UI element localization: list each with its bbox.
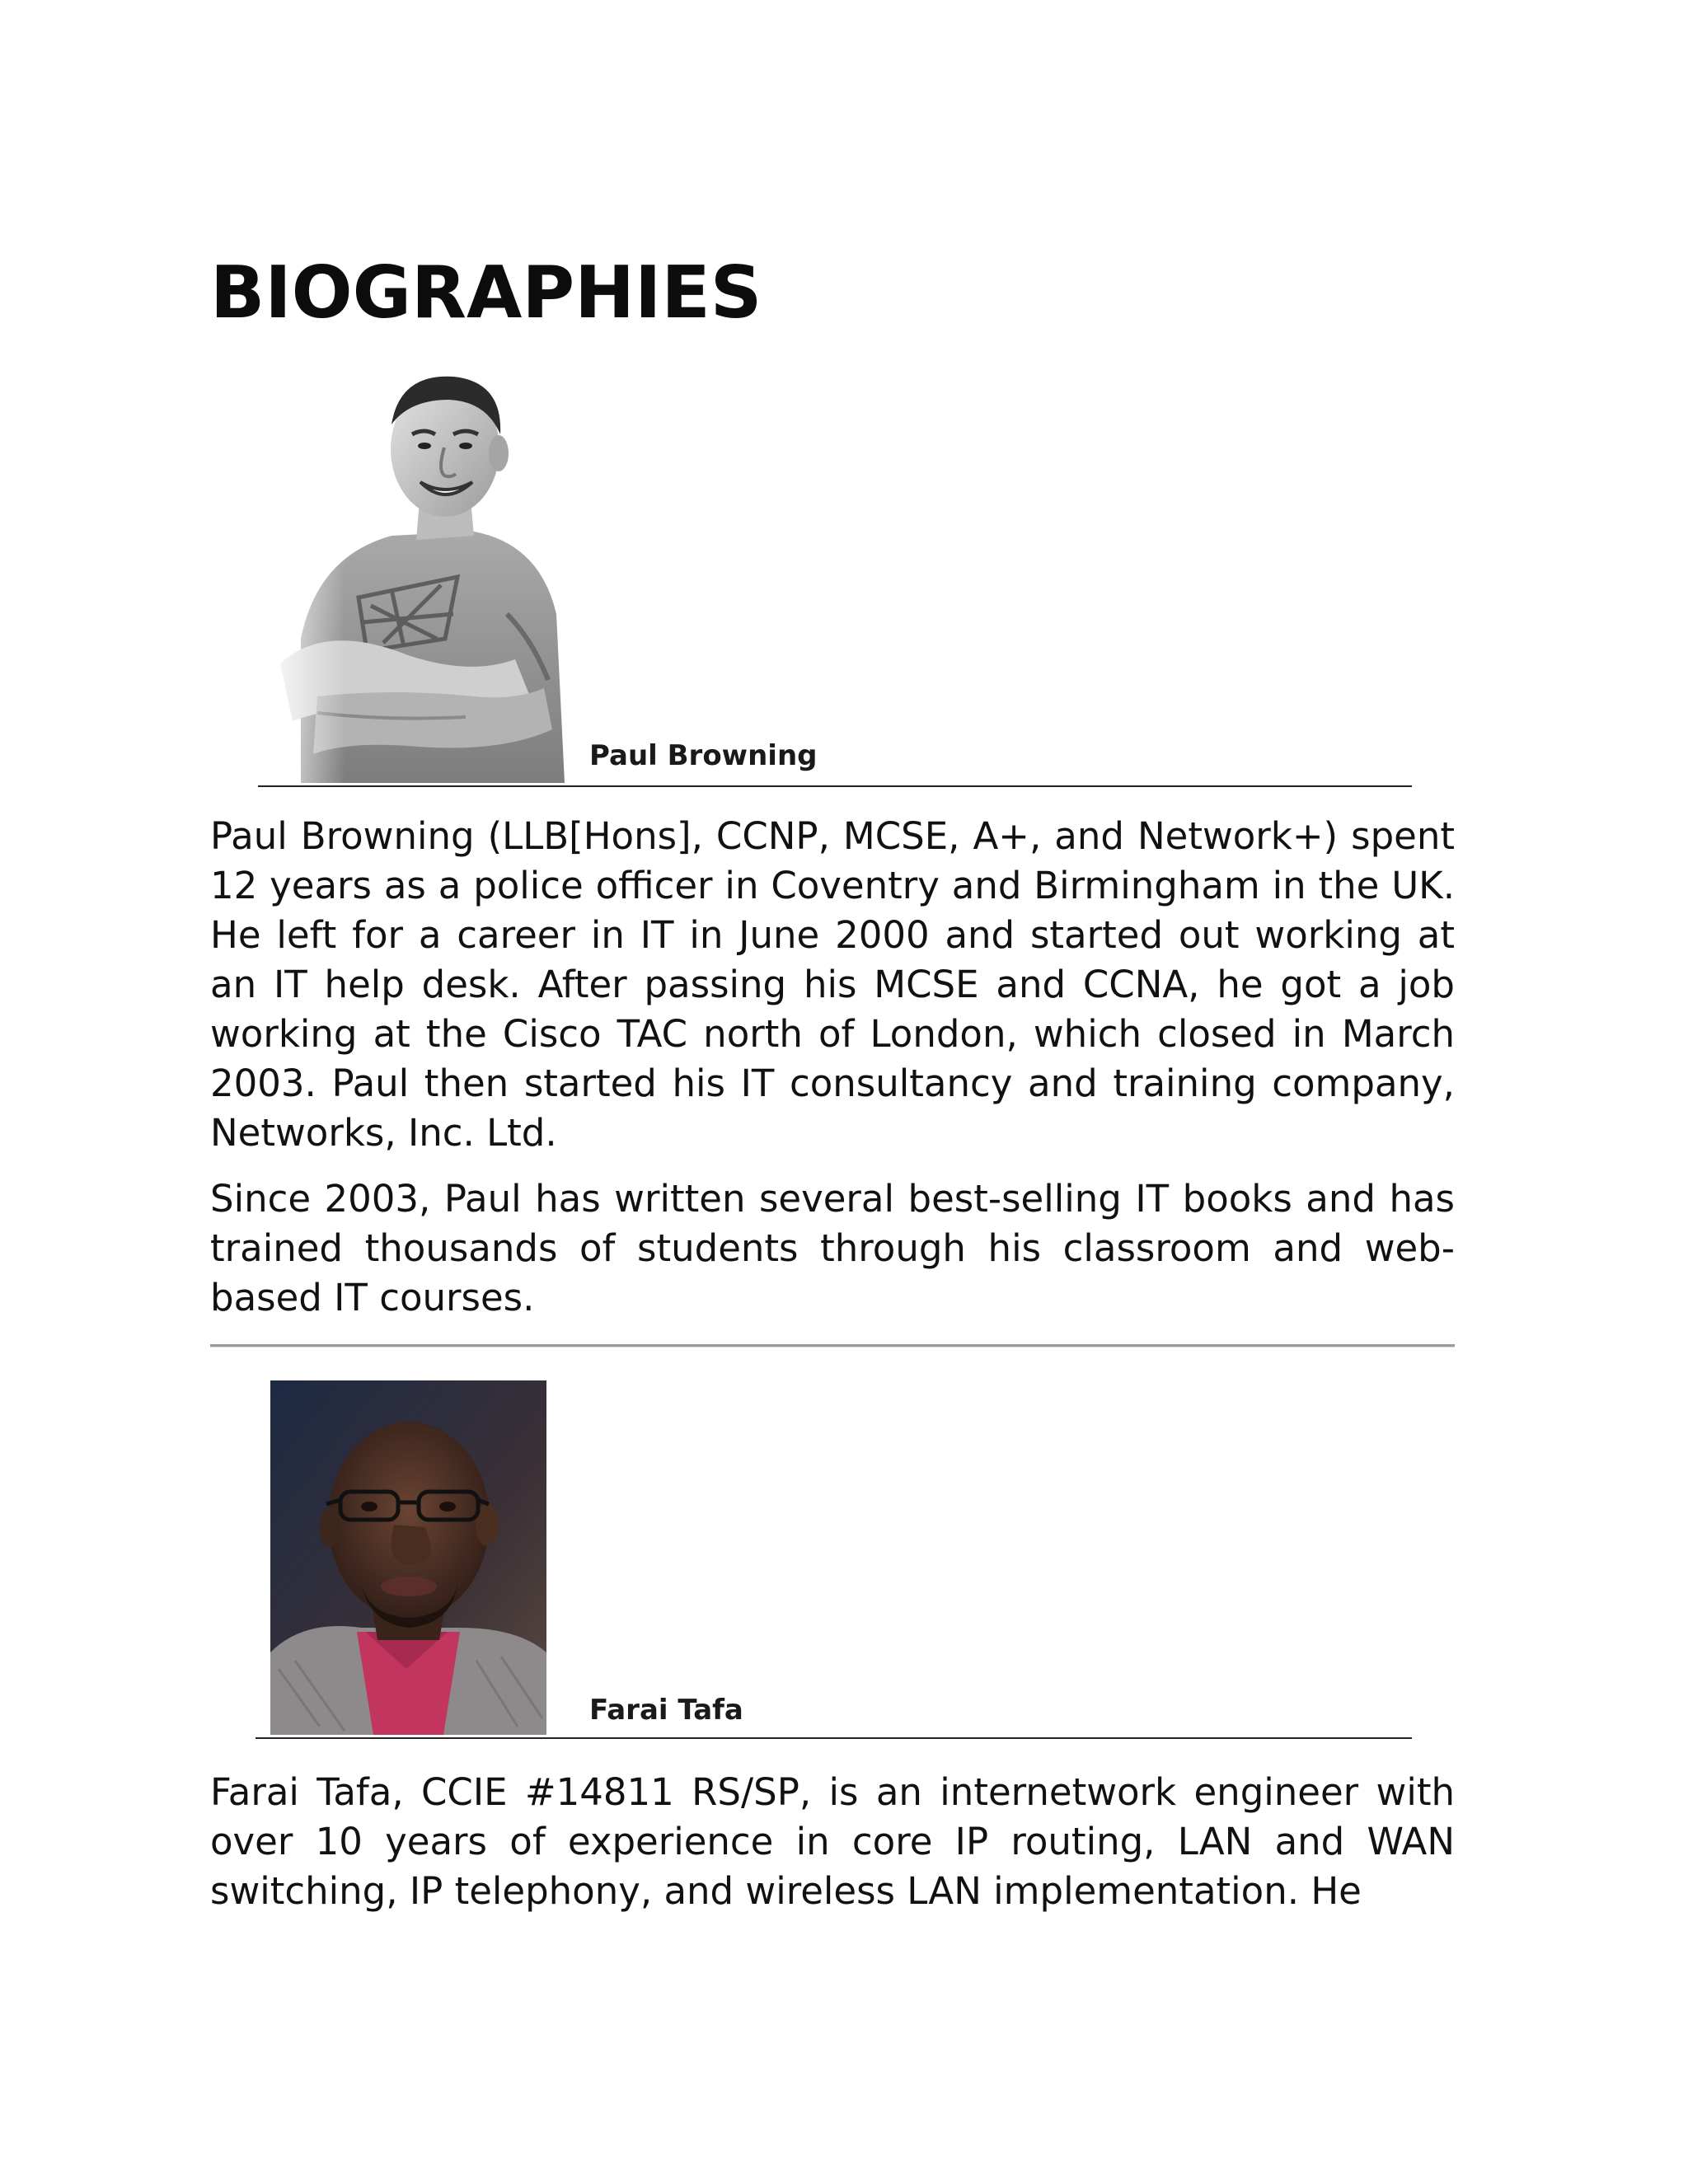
paul-browning-bio-paragraph-1: Paul Browning (LLB[Hons], CCNP, MCSE, A+, and Network+) spent 12 years as a police officer in Coventry and Birmingham in the UK. He left for a career in IT in June 2000 and started out working at an IT help desk. After passing his MCSE and CCNA, he got a job working at the Cisco TAC north of London, which closed in March 2003. Paul then started his IT consultancy and training company, Networks, Inc. Ltd. <box>210 814 1455 1155</box>
paul-browning-caption-rule <box>258 785 1412 787</box>
section-divider <box>210 1344 1455 1347</box>
paul-browning-caption: Paul Browning <box>589 739 818 772</box>
farai-tafa-bio-paragraph-1: Farai Tafa, CCIE #14811 RS/SP, is an internetwork engineer with over 10 years of experience in core IP routing, LAN and WAN switching, IP telephony, and wireless LAN implementation. He <box>210 1770 1455 1913</box>
page-title: BIOGRAPHIES <box>210 251 762 335</box>
farai-tafa-photo <box>270 1380 546 1735</box>
paul-browning-bio-paragraph-2: Since 2003, Paul has written several best-selling IT books and has trained thousands of students through his classroom and web-based IT courses. <box>210 1177 1455 1319</box>
paul-browning-photo <box>268 367 577 783</box>
farai-tafa-caption-rule <box>256 1737 1412 1739</box>
farai-tafa-caption: Farai Tafa <box>589 1694 743 1727</box>
